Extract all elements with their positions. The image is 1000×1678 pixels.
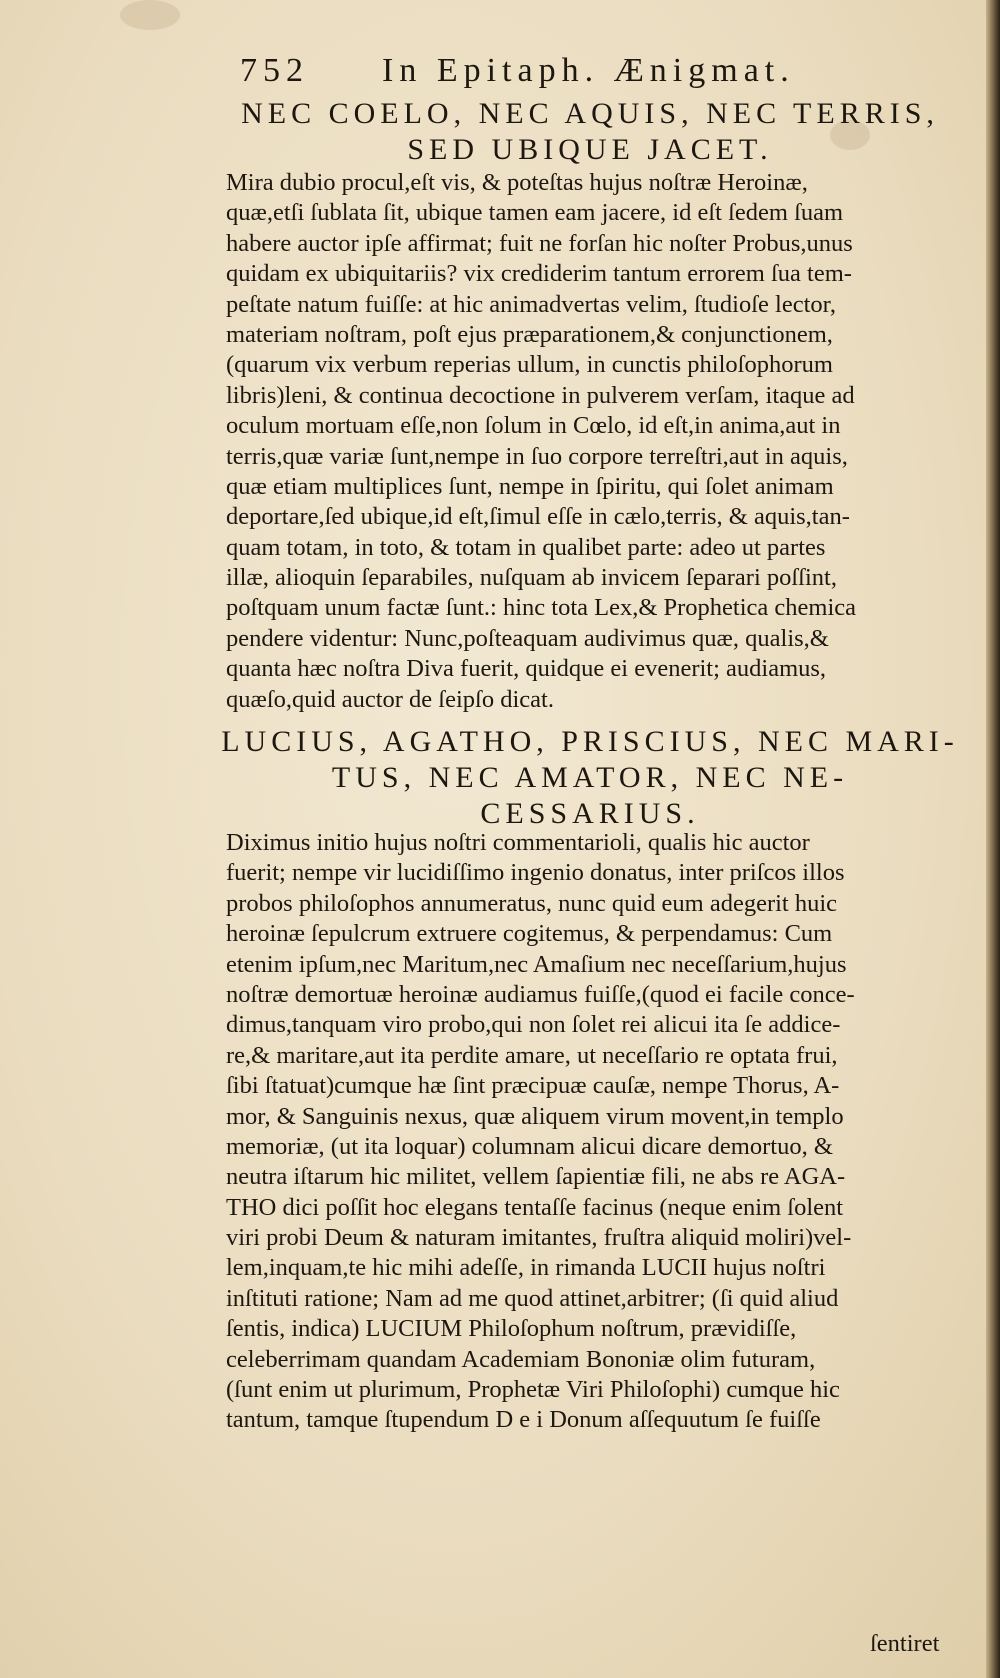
text-line: quam totam, in toto, & totam in qualibet parte: adeo ut partes	[226, 533, 826, 561]
text-line: memoriæ, (ut ita loquar) columnam alicui dicare demortuo, &	[226, 1132, 833, 1160]
heading-line: LUCIUS, AGATHO, PRISCIUS, NEC MARI-	[221, 725, 959, 758]
text-line: ſibi ſtatuat)cumque hæ ſint præcipuæ cauſæ, nempe Thorus, A-	[226, 1072, 840, 1100]
text-line: pendere videntur: Nunc,poſteaquam audivimus quæ, qualis,&	[226, 624, 829, 652]
text-line: peſtate natum fuiſſe: at hic animadvertas velim, ſtudioſe lector,	[226, 290, 836, 318]
page-number: 752	[240, 52, 309, 89]
heading-line: CESSARIUS.	[480, 797, 700, 830]
text-line: habere auctor ipſe affirmat; fuit ne forſan hic noſter Probus,unus	[226, 229, 853, 257]
running-title: In Epitaph. Ænigmat.	[382, 52, 795, 89]
paragraph-1	[226, 168, 960, 715]
text-line: heroinæ ſepulcrum extruere cogitemus, & perpendamus: Cum	[226, 920, 833, 948]
text-line: Diximus initio hujus noſtri commentarioli, qualis hic auctor	[226, 829, 810, 856]
text-line: illæ, alioquin ſeparabiles, nuſquam ab invicem ſeparari poſſint,	[226, 564, 837, 592]
section-heading-2	[210, 724, 970, 832]
text-line: quanta hæc noſtra Diva fuerit, quidque ei evenerit; audiamus,	[226, 655, 827, 683]
text-line: viri probi Deum & naturam imitantes, fruſtra aliquid moliri)vel-	[226, 1224, 852, 1252]
text-line: (quarum vix verbum reperias ullum, in cunctis philoſophorum	[226, 351, 833, 379]
text-line: quæ,etſi ſublata ſit, ubique tamen eam jacere, id eſt ſedem ſuam	[226, 199, 844, 227]
text-line: poſtquam unum factæ ſunt.: hinc tota Lex,& Prophetica chemica	[226, 594, 857, 622]
text-line: quæ etiam multiplices ſunt, nempe in ſpiritu, qui ſolet animam	[226, 472, 834, 500]
section-heading-1	[210, 96, 970, 168]
text-line: oculum mortuam eſſe,non ſolum in Cœlo, id eſt,in anima,aut in	[226, 412, 841, 440]
text-line: ſentis, indica) LUCIUM Philoſophum noſtrum, prævidiſſe,	[226, 1315, 797, 1343]
text-line: dimus,tanquam viro probo,qui non ſolet rei alicui ita ſe addice-	[226, 1011, 841, 1039]
paragraph-2	[226, 828, 960, 1436]
text-line: mor, & Sanguinis nexus, quæ aliquem virum movent,in templo	[226, 1102, 844, 1130]
text-line: etenim ipſum,nec Maritum,nec Amaſium nec neceſſarium,hujus	[226, 950, 847, 978]
text-line: neutra iſtarum hic militet, vellem ſapientiæ fili, ne abs re AGA-	[226, 1163, 846, 1191]
text-line: quidam ex ubiquitariis? vix crediderim tantum errorem ſua tem-	[226, 260, 852, 288]
heading-line: SED UBIQUE JACET.	[407, 133, 773, 166]
text-line: tantum, tamque ſtupendum D e i Donum aſſequutum ſe fuiſſe	[226, 1406, 821, 1434]
catchword: ſentiret	[870, 1630, 940, 1657]
text-line: deportare,ſed ubique,id eſt,ſimul eſſe in cælo,terris, & aquis,tan-	[226, 503, 850, 531]
text-line: celeberrimam quandam Academiam Bononiæ olim futuram,	[226, 1345, 816, 1373]
page-header	[240, 52, 940, 96]
text-line: re,& maritare,aut ita perdite amare, ut neceſſario re optata frui,	[226, 1041, 838, 1069]
page-edge	[986, 0, 1000, 1678]
heading-line: TUS, NEC AMATOR, NEC NE-	[331, 761, 849, 794]
text-line: lem,inquam,te hic mihi adeſſe, in rimanda LUCII hujus noſtri	[226, 1254, 826, 1282]
text-line: terris,quæ variæ ſunt,nempe in ſuo corpore terreſtri,aut in aquis,	[226, 442, 848, 470]
text-line: libris)leni, & continua decoctione in pulverem verſam, itaque ad	[226, 381, 855, 409]
text-line: inſtituti ratione; Nam ad me quod attinet,arbitrer; (ſi quid aliud	[226, 1284, 839, 1312]
text-line: THO dici poſſit hoc elegans tentaſſe facinus (neque enim ſolent	[226, 1193, 844, 1221]
text-line: (ſunt enim ut plurimum, Prophetæ Viri Philoſophi) cumque hic	[226, 1376, 840, 1404]
text-line: Mira dubio procul,eſt vis, & poteſtas hujus noſtræ Heroinæ,	[226, 169, 808, 196]
heading-line: NEC COELO, NEC AQUIS, NEC TERRIS,	[241, 97, 939, 130]
text-line: noſtræ demortuæ heroinæ audiamus fuiſſe,(quod ei facile conce-	[226, 980, 855, 1008]
text-line: probos philoſophos annumeratus, nunc quid eum adegerit huic	[226, 889, 838, 917]
text-line: fuerit; nempe vir lucidiſſimo ingenio donatus, inter priſcos illos	[226, 859, 845, 887]
text-line: materiam noſtram, poſt ejus præparationem,& conjunctionem,	[226, 320, 833, 348]
stain	[120, 0, 180, 30]
text-line: quæſo,quid auctor de ſeipſo dicat.	[226, 685, 554, 713]
